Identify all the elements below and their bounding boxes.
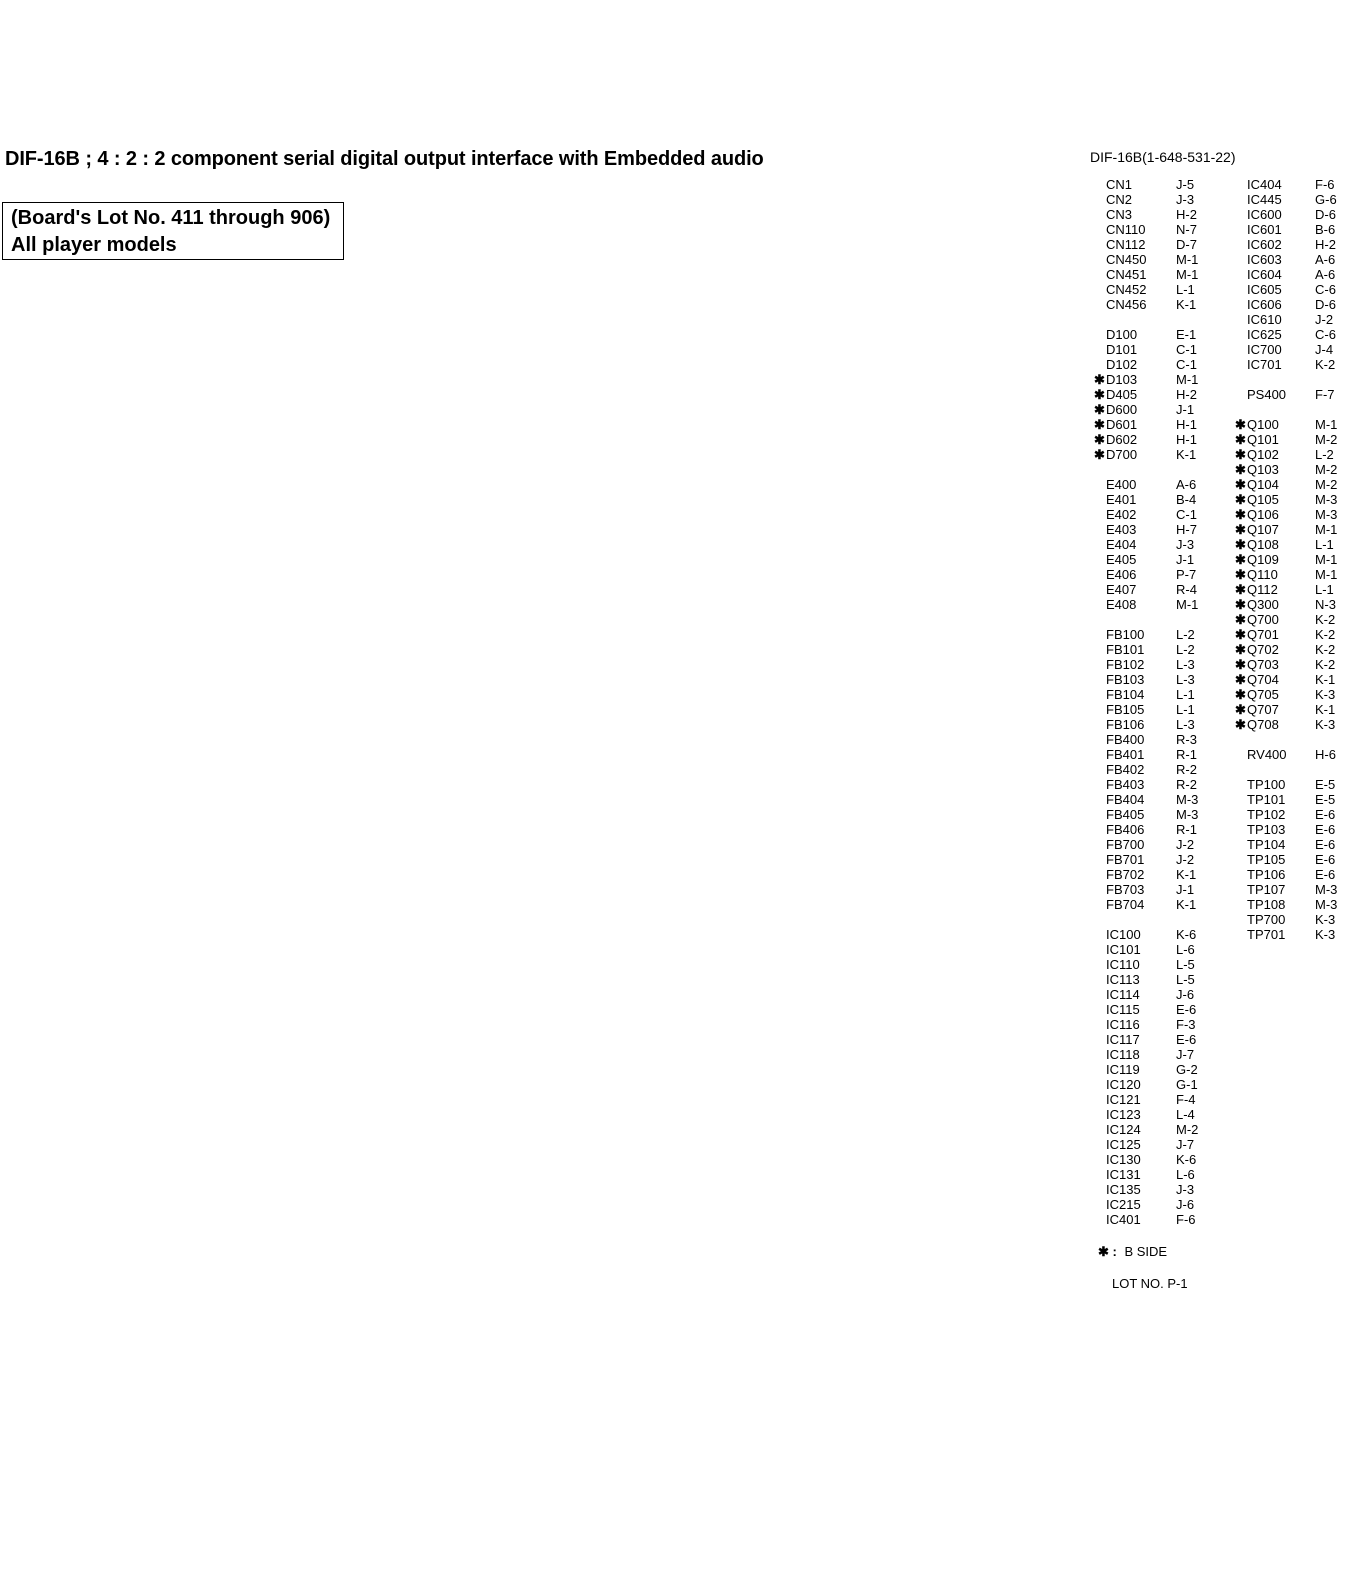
part-ref: FB404 [1106, 792, 1145, 807]
part-ref: IC604 [1247, 267, 1282, 282]
part-location: R-1 [1176, 747, 1197, 762]
part-ref: IC606 [1247, 297, 1282, 312]
part-ref: IC101 [1106, 942, 1141, 957]
part-location: J-1 [1176, 402, 1195, 417]
board-id: DIF-16B(1-648-531-22) [1090, 149, 1236, 165]
part-location: R-4 [1176, 582, 1197, 597]
part-location: L-2 [1176, 642, 1195, 657]
part-ref: D102 [1106, 357, 1138, 372]
part-ref: Q703 [1247, 657, 1279, 672]
part-location: H-7 [1176, 522, 1197, 537]
b-side-marker: ✱ [1235, 672, 1246, 687]
part-location: N-3 [1315, 597, 1336, 612]
part-ref: IC215 [1106, 1197, 1141, 1212]
part-ref: D700 [1106, 447, 1138, 462]
part-location: K-2 [1315, 627, 1336, 642]
b-side-marker: ✱ [1235, 657, 1246, 672]
part-ref: E400 [1106, 477, 1137, 492]
model-scope-text: All player models [11, 234, 177, 256]
b-side-marker: ✱ [1235, 702, 1246, 717]
part-ref: IC100 [1106, 927, 1141, 942]
part-ref: Q103 [1247, 462, 1279, 477]
part-ref: D103 [1106, 372, 1138, 387]
part-location: J-3 [1176, 1182, 1195, 1197]
part-location: K-6 [1176, 927, 1197, 942]
part-location: M-1 [1176, 597, 1199, 612]
part-ref: E407 [1106, 582, 1137, 597]
b-side-marker: ✱ [1094, 387, 1105, 402]
part-location: M-3 [1315, 507, 1338, 522]
part-ref: CN112 [1106, 237, 1146, 252]
part-location: H-1 [1176, 417, 1197, 432]
part-location: L-3 [1176, 672, 1195, 687]
part-ref: Q701 [1247, 627, 1279, 642]
part-ref: FB700 [1106, 837, 1145, 852]
part-ref: IC701 [1247, 357, 1282, 372]
b-side-marker: ✱ [1235, 522, 1246, 537]
part-location: H-2 [1315, 237, 1336, 252]
part-location: M-1 [1315, 552, 1338, 567]
part-ref: IC602 [1247, 237, 1282, 252]
part-location: M-2 [1315, 477, 1338, 492]
part-location: M-1 [1176, 267, 1199, 282]
b-side-marker: ✱ [1235, 597, 1246, 612]
part-location: D-7 [1176, 237, 1197, 252]
part-ref: IC131 [1106, 1167, 1141, 1182]
part-location: H-6 [1315, 747, 1336, 762]
part-location: P-7 [1176, 567, 1197, 582]
part-ref: E408 [1106, 597, 1137, 612]
part-location: G-6 [1315, 192, 1337, 207]
b-side-marker: ✱ [1235, 567, 1246, 582]
part-location: M-3 [1315, 882, 1338, 897]
part-ref: E405 [1106, 552, 1137, 567]
part-ref: Q108 [1247, 537, 1279, 552]
b-side-marker: ✱ [1235, 492, 1246, 507]
part-ref: IC117 [1106, 1032, 1140, 1047]
b-side-marker: ✱ [1235, 462, 1246, 477]
part-location: J-3 [1176, 192, 1195, 207]
part-ref: CN456 [1106, 297, 1147, 312]
legend [1098, 1244, 1167, 1260]
part-ref: FB703 [1106, 882, 1145, 897]
part-ref: E406 [1106, 567, 1137, 582]
part-location: J-1 [1176, 552, 1195, 567]
part-ref: IC124 [1106, 1122, 1141, 1137]
part-ref: Q100 [1247, 417, 1279, 432]
part-location: B-4 [1176, 492, 1197, 507]
part-location: K-1 [1315, 702, 1336, 717]
part-ref: FB103 [1106, 672, 1145, 687]
part-ref: TP108 [1247, 897, 1286, 912]
part-location: J-2 [1176, 852, 1195, 867]
part-ref: D101 [1106, 342, 1138, 357]
part-ref: IC130 [1106, 1152, 1141, 1167]
part-ref: TP103 [1247, 822, 1286, 837]
part-location: J-4 [1315, 342, 1334, 357]
part-location: R-2 [1176, 777, 1197, 792]
part-location: A-6 [1315, 267, 1336, 282]
part-ref: Q101 [1247, 432, 1279, 447]
part-location: C-1 [1176, 342, 1197, 357]
part-location: R-3 [1176, 732, 1197, 747]
part-ref: IC605 [1247, 282, 1282, 297]
part-ref: E403 [1106, 522, 1137, 537]
part-location: E-6 [1315, 837, 1336, 852]
part-location: R-1 [1176, 822, 1197, 837]
part-location: E-6 [1315, 867, 1336, 882]
b-side-marker: ✱ [1235, 537, 1246, 552]
part-location: L-3 [1176, 717, 1195, 732]
part-ref: PS400 [1247, 387, 1287, 402]
part-location: J-2 [1176, 837, 1195, 852]
part-ref: Q110 [1247, 567, 1278, 582]
part-location: L-5 [1176, 957, 1195, 972]
part-ref: FB100 [1106, 627, 1145, 642]
part-ref: IC445 [1247, 192, 1282, 207]
part-location: M-3 [1315, 492, 1338, 507]
part-location: A-6 [1315, 252, 1336, 267]
part-location: J-1 [1176, 882, 1195, 897]
part-location: K-2 [1315, 612, 1336, 627]
part-location: M-2 [1315, 432, 1338, 447]
part-ref: IC113 [1106, 972, 1140, 987]
part-location: M-2 [1176, 1122, 1199, 1137]
part-location: M-1 [1315, 567, 1338, 582]
part-ref: Q109 [1247, 552, 1279, 567]
part-location: K-1 [1176, 897, 1197, 912]
part-ref: IC135 [1106, 1182, 1141, 1197]
part-location: F-7 [1315, 387, 1335, 402]
part-location: C-1 [1176, 507, 1197, 522]
b-side-marker: ✱ [1094, 372, 1105, 387]
part-ref: RV400 [1247, 747, 1287, 762]
part-ref: IC116 [1106, 1017, 1140, 1032]
part-ref: FB104 [1106, 687, 1145, 702]
b-side-marker: ✱ [1094, 432, 1105, 447]
part-location: L-1 [1315, 582, 1334, 597]
part-location: J-2 [1315, 312, 1334, 327]
part-ref: FB405 [1106, 807, 1145, 822]
part-location: E-6 [1315, 852, 1336, 867]
part-location: K-2 [1315, 657, 1336, 672]
part-ref: Q300 [1247, 597, 1279, 612]
part-ref: E401 [1106, 492, 1137, 507]
part-ref: Q700 [1247, 612, 1279, 627]
part-location: N-7 [1176, 222, 1197, 237]
part-ref: IC110 [1106, 957, 1140, 972]
part-location: K-3 [1315, 687, 1336, 702]
part-ref: TP101 [1247, 792, 1286, 807]
part-ref: TP701 [1247, 927, 1286, 942]
b-side-marker: ✱ [1235, 717, 1246, 732]
part-location: J-3 [1176, 537, 1195, 552]
part-ref: FB704 [1106, 897, 1145, 912]
part-ref: FB105 [1106, 702, 1145, 717]
b-side-marker: ✱ [1235, 552, 1246, 567]
part-ref: IC114 [1106, 987, 1140, 1002]
part-location: K-3 [1315, 927, 1336, 942]
part-location: C-6 [1315, 282, 1336, 297]
part-ref: TP102 [1247, 807, 1286, 822]
part-ref: IC401 [1106, 1212, 1141, 1227]
lot-info-box [2, 202, 344, 260]
part-ref: CN451 [1106, 267, 1147, 282]
part-ref: IC610 [1247, 312, 1282, 327]
part-ref: IC121 [1106, 1092, 1141, 1107]
part-location: J-6 [1176, 987, 1195, 1002]
part-location: L-1 [1176, 687, 1195, 702]
part-ref: Q102 [1247, 447, 1279, 462]
part-ref: FB401 [1106, 747, 1145, 762]
part-location: K-1 [1315, 672, 1336, 687]
part-location: J-7 [1176, 1137, 1195, 1152]
part-location: L-2 [1176, 627, 1195, 642]
b-side-marker: ✱ [1235, 687, 1246, 702]
part-ref: Q704 [1247, 672, 1279, 687]
part-location: K-2 [1315, 357, 1336, 372]
part-ref: E404 [1106, 537, 1137, 552]
part-location: D-6 [1315, 297, 1336, 312]
part-location: L-6 [1176, 942, 1195, 957]
part-ref: D600 [1106, 402, 1138, 417]
b-side-marker: ✱ [1235, 582, 1246, 597]
part-location: F-6 [1176, 1212, 1196, 1227]
b-side-marker: ✱ [1235, 417, 1246, 432]
part-location: E-6 [1315, 807, 1336, 822]
part-ref: FB400 [1106, 732, 1145, 747]
part-location: J-5 [1176, 177, 1195, 192]
lot-range-text: (Board's Lot No. 411 through 906) [11, 207, 331, 229]
part-location: M-3 [1315, 897, 1338, 912]
part-ref: FB102 [1106, 657, 1145, 672]
part-ref: IC700 [1247, 342, 1282, 357]
part-location: F-6 [1315, 177, 1335, 192]
part-location: E-5 [1315, 777, 1336, 792]
part-location: E-5 [1315, 792, 1336, 807]
part-location: G-2 [1176, 1062, 1198, 1077]
part-ref: CN450 [1106, 252, 1147, 267]
part-location: L-1 [1176, 702, 1195, 717]
b-side-marker: ✱ [1235, 507, 1246, 522]
part-location: M-1 [1176, 252, 1199, 267]
part-location: L-1 [1176, 282, 1195, 297]
part-location: E-6 [1176, 1032, 1197, 1047]
part-ref: CN3 [1106, 207, 1133, 222]
part-ref: FB106 [1106, 717, 1145, 732]
part-ref: D602 [1106, 432, 1138, 447]
b-side-mark: ✱ : [1098, 1244, 1117, 1259]
part-location: J-7 [1176, 1047, 1195, 1062]
b-side-marker: ✱ [1094, 402, 1105, 417]
part-ref: IC115 [1106, 1002, 1140, 1017]
part-ref: Q105 [1247, 492, 1279, 507]
part-ref: CN2 [1106, 192, 1133, 207]
part-location: F-4 [1176, 1092, 1196, 1107]
part-ref: IC600 [1247, 207, 1282, 222]
part-location: L-1 [1315, 537, 1334, 552]
part-location: M-2 [1315, 462, 1338, 477]
part-location: K-6 [1176, 1152, 1197, 1167]
part-ref: IC118 [1106, 1047, 1140, 1062]
lot-number: LOT NO. P-1 [1112, 1276, 1188, 1291]
part-ref: TP106 [1247, 867, 1286, 882]
part-ref: Q707 [1247, 702, 1279, 717]
legend-text: B SIDE [1124, 1244, 1168, 1259]
part-location: E-1 [1176, 327, 1197, 342]
part-location: A-6 [1176, 477, 1197, 492]
part-ref: Q106 [1247, 507, 1279, 522]
part-location: K-1 [1176, 867, 1197, 882]
part-ref: TP104 [1247, 837, 1286, 852]
part-ref: IC123 [1106, 1107, 1141, 1122]
part-ref: CN452 [1106, 282, 1147, 297]
part-location: G-1 [1176, 1077, 1198, 1092]
part-ref: TP100 [1247, 777, 1286, 792]
part-ref: IC125 [1106, 1137, 1141, 1152]
part-ref: IC601 [1247, 222, 1282, 237]
part-ref: Q708 [1247, 717, 1279, 732]
b-side-marker: ✱ [1094, 447, 1105, 462]
part-ref: FB403 [1106, 777, 1145, 792]
part-ref: CN1 [1106, 177, 1133, 192]
part-location: L-3 [1176, 657, 1195, 672]
part-location: M-1 [1176, 372, 1199, 387]
part-location: M-3 [1176, 792, 1199, 807]
part-ref: Q104 [1247, 477, 1279, 492]
part-location: F-3 [1176, 1017, 1196, 1032]
part-location: H-1 [1176, 432, 1197, 447]
b-side-marker: ✱ [1094, 417, 1105, 432]
part-location: J-6 [1176, 1197, 1195, 1212]
part-ref: D405 [1106, 387, 1138, 402]
part-ref: FB101 [1106, 642, 1145, 657]
part-ref: IC120 [1106, 1077, 1141, 1092]
b-side-marker: ✱ [1235, 642, 1246, 657]
b-side-marker: ✱ [1235, 447, 1246, 462]
part-location: E-6 [1176, 1002, 1197, 1017]
part-ref: IC625 [1247, 327, 1282, 342]
part-ref: D601 [1106, 417, 1138, 432]
part-ref: IC603 [1247, 252, 1282, 267]
part-location: C-6 [1315, 327, 1336, 342]
part-ref: Q702 [1247, 642, 1279, 657]
part-ref: E402 [1106, 507, 1137, 522]
b-side-marker: ✱ [1235, 477, 1246, 492]
part-ref: IC404 [1247, 177, 1282, 192]
part-location: K-1 [1176, 447, 1197, 462]
part-ref: Q705 [1247, 687, 1279, 702]
part-location: M-1 [1315, 417, 1338, 432]
part-location: L-5 [1176, 972, 1195, 987]
part-ref: TP700 [1247, 912, 1286, 927]
part-location: L-2 [1315, 447, 1334, 462]
part-ref: D100 [1106, 327, 1138, 342]
part-location: B-6 [1315, 222, 1336, 237]
part-ref: CN110 [1106, 222, 1146, 237]
part-location: R-2 [1176, 762, 1197, 777]
part-location: M-3 [1176, 807, 1199, 822]
part-ref: FB701 [1106, 852, 1145, 867]
part-ref: Q107 [1247, 522, 1279, 537]
part-ref: FB402 [1106, 762, 1145, 777]
b-side-marker: ✱ [1235, 627, 1246, 642]
part-location: L-4 [1176, 1107, 1195, 1122]
part-location: H-2 [1176, 387, 1197, 402]
part-location: C-1 [1176, 357, 1197, 372]
part-location: M-1 [1315, 522, 1338, 537]
part-location: D-6 [1315, 207, 1336, 222]
part-location: E-6 [1315, 822, 1336, 837]
part-ref: TP107 [1247, 882, 1286, 897]
part-ref: Q112 [1247, 582, 1278, 597]
part-ref: FB406 [1106, 822, 1145, 837]
part-location: L-6 [1176, 1167, 1195, 1182]
part-ref: FB702 [1106, 867, 1145, 882]
part-location: H-2 [1176, 207, 1197, 222]
part-ref: TP105 [1247, 852, 1286, 867]
part-location: K-3 [1315, 717, 1336, 732]
b-side-marker: ✱ [1235, 612, 1246, 627]
part-ref: IC119 [1106, 1062, 1140, 1077]
page-title: DIF-16B ; 4 : 2 : 2 component serial digital output interface with Embedded audio [5, 148, 764, 170]
part-location: K-3 [1315, 912, 1336, 927]
b-side-marker: ✱ [1235, 432, 1246, 447]
part-location: K-1 [1176, 297, 1197, 312]
part-location: K-2 [1315, 642, 1336, 657]
